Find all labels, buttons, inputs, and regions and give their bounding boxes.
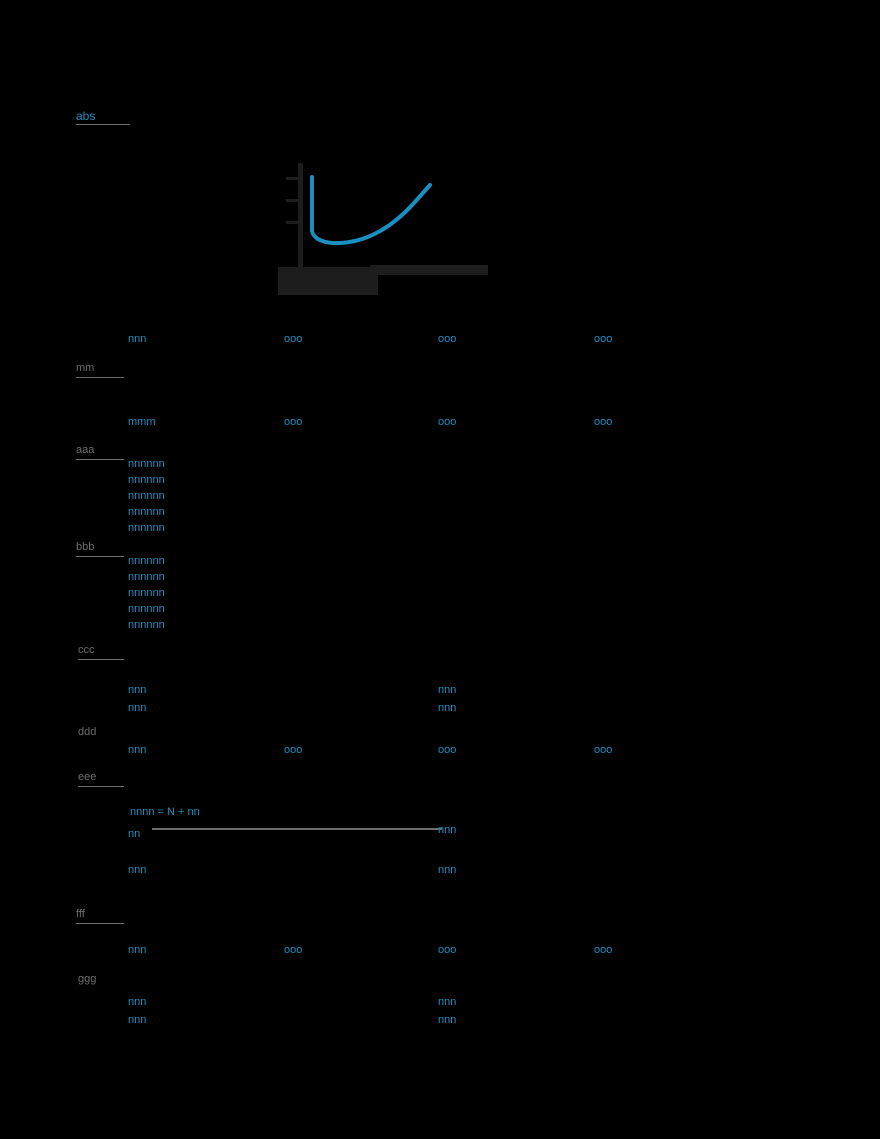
- section-a-line-5: nnnnnn: [128, 522, 165, 534]
- block-g-marker: ggg: [78, 973, 97, 985]
- block-e-rule: [78, 786, 124, 787]
- block-c-left-2: nnn: [128, 702, 147, 714]
- block-c-right-2: nnn: [438, 702, 457, 714]
- block-g-right-2: nnn: [438, 1014, 457, 1026]
- block-e-right-1: nnn: [438, 824, 457, 836]
- header-label: abs: [76, 109, 96, 123]
- block-f-cell-2: ooo: [284, 944, 303, 956]
- section-a-marker: aaa: [76, 444, 95, 456]
- section-b-line-3: nnnnnn: [128, 587, 165, 599]
- row-2-col-2: ooo: [438, 416, 457, 428]
- block-e-left-1: nn: [128, 828, 141, 840]
- block-c-marker: ccc: [78, 644, 95, 656]
- block-e-marker: eee: [78, 771, 97, 783]
- row-1-side-marker: mm: [76, 362, 95, 374]
- block-d-marker: ddd: [78, 726, 97, 738]
- block-e-right-2: nnn: [438, 864, 457, 876]
- block-g-left-1: nnn: [128, 996, 147, 1008]
- section-b-line-5: nnnnnn: [128, 619, 165, 631]
- figure-inset-plot: [270, 155, 500, 300]
- row-1-col-1: ooo: [284, 333, 303, 345]
- block-f-cell-4: ooo: [594, 944, 613, 956]
- section-b-rule: [76, 556, 124, 557]
- figure-base-block: [278, 275, 378, 295]
- block-g-right-1: nnn: [438, 996, 457, 1008]
- block-d-cell-2: ooo: [284, 744, 303, 756]
- section-a-line-4: nnnnnn: [128, 506, 165, 518]
- section-b-line-4: nnnnnn: [128, 603, 165, 615]
- row-1-label: nnn: [128, 333, 147, 345]
- section-a-line-1: nnnnnn: [128, 458, 165, 470]
- section-a-rule: [76, 459, 124, 460]
- row-1-col-3: ooo: [594, 333, 613, 345]
- block-c-left-1: nnn: [128, 684, 147, 696]
- row-1-col-2: ooo: [438, 333, 457, 345]
- figure-tick-1: [286, 177, 300, 180]
- block-e-formula: nnnn = N + nn: [130, 806, 200, 818]
- block-f-marker: fff: [76, 908, 85, 920]
- row-2-col-1: ooo: [284, 416, 303, 428]
- figure-tick-2: [286, 199, 300, 202]
- section-b-line-1: nnnnnn: [128, 555, 165, 567]
- row-2-label: mmm: [128, 416, 156, 428]
- block-d-cell-4: ooo: [594, 744, 613, 756]
- section-b-marker: bbb: [76, 541, 95, 553]
- figure-curve: [306, 175, 446, 257]
- section-a-line-3: nnnnnn: [128, 490, 165, 502]
- block-d-cell-3: ooo: [438, 744, 457, 756]
- block-d-cell-1: nnn: [128, 744, 147, 756]
- section-b-line-2: nnnnnn: [128, 571, 165, 583]
- block-g-left-2: nnn: [128, 1014, 147, 1026]
- row-2-col-3: ooo: [594, 416, 613, 428]
- block-f-cell-3: ooo: [438, 944, 457, 956]
- block-c-rule: [78, 659, 124, 660]
- block-e-left-2: nnn: [128, 864, 147, 876]
- block-f-cell-1: nnn: [128, 944, 147, 956]
- figure-horizontal-bar: [370, 265, 488, 275]
- row-1-side-rule: [76, 377, 124, 378]
- figure-tick-3: [286, 221, 300, 224]
- block-f-rule: [76, 923, 124, 924]
- header-rule: [76, 124, 130, 125]
- block-e-connector: [152, 828, 442, 830]
- section-a-line-2: nnnnnn: [128, 474, 165, 486]
- block-c-right-1: nnn: [438, 684, 457, 696]
